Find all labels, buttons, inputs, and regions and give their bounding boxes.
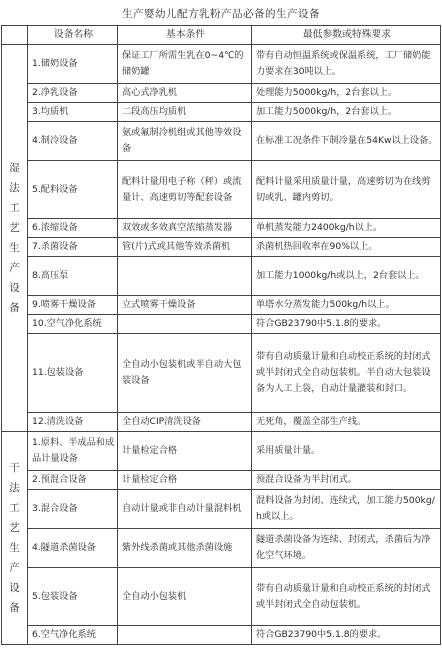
equipment-name-cell: 4.制冷设备 xyxy=(28,122,118,161)
table-row xyxy=(2,490,441,529)
section-label: 干 法 工 艺 生 产 设 备 xyxy=(2,432,28,645)
requirement-cell: 带有自动质量计量和自动校正系统的封闭式或半封闭式全自动包装机。 xyxy=(252,568,441,626)
basic-condition-cell: 全自动小包装机 xyxy=(118,568,252,626)
table-row xyxy=(2,471,441,490)
equipment-name-cell: 10.空气净化系统 xyxy=(28,315,118,334)
table-row xyxy=(2,626,441,645)
equipment-name-cell: 4.隧道杀菌设备 xyxy=(28,529,118,568)
equipment-name-cell: 8.高压泵 xyxy=(28,257,118,296)
equipment-name-cell: 5.配料设备 xyxy=(28,161,118,219)
requirement-cell: 单塔水分蒸发能力500kg/h以上。 xyxy=(252,296,441,315)
table-row xyxy=(2,219,441,238)
requirement-cell: 加工能力5000kg/h，2台套以上。 xyxy=(252,103,441,122)
table-row xyxy=(2,238,441,257)
requirement-cell: 预混合设备为半封闭式。 xyxy=(252,471,441,490)
requirement-cell: 混料设备为封闭、连续式，加工能力500kg/h或以上。 xyxy=(252,490,441,529)
equipment-name-cell: 12.清洗设备 xyxy=(28,413,118,432)
equipment-name-cell: 2.预混合设备 xyxy=(28,471,118,490)
basic-condition-cell xyxy=(118,315,252,334)
requirement-cell: 带有自动恒温系统或保温系统，工厂储奶能力要求在30吨以上。 xyxy=(252,45,441,84)
requirement-cell: 带有自动质量计量和自动校正系统的封闭式或半封闭式全自动包装机。半自动大包装设备为人工上袋，自动计量灌装和封口。 xyxy=(252,334,441,413)
table-row xyxy=(2,122,441,161)
equipment-name-cell: 5.包装设备 xyxy=(28,568,118,626)
equipment-name-cell: 1.储奶设备 xyxy=(28,45,118,84)
equipment-name-cell: 6.空气净化系统 xyxy=(28,626,118,645)
basic-condition-cell: 氨或氟制冷机组或其他等效设备 xyxy=(118,122,252,161)
table-row xyxy=(2,334,441,413)
header-basic-conditions: 基本条件 xyxy=(118,26,252,45)
equipment-name-cell: 7.杀菌设备 xyxy=(28,238,118,257)
table-row xyxy=(2,568,441,626)
requirement-cell: 无死角，覆盖全部生产线。 xyxy=(252,413,441,432)
table-row xyxy=(2,257,441,296)
requirement-cell: 隧道杀菌设备为连续、封闭式，杀菌后为净化空气环境。 xyxy=(252,529,441,568)
document-title: 生产婴幼儿配方乳粉产品必备的生产设备 xyxy=(122,8,320,20)
requirement-cell: 杀菌机热回收率在90%以上。 xyxy=(252,238,441,257)
section-label: 湿 法 工 艺 生 产 设 备 xyxy=(2,45,28,432)
table-header-row xyxy=(2,26,441,45)
header-equipment-name: 设备名称 xyxy=(28,26,118,45)
basic-condition-cell: 自动计量或非自动计量混料机 xyxy=(118,490,252,529)
basic-condition-cell xyxy=(118,257,252,296)
equipment-name-cell: 2.净乳设备 xyxy=(28,84,118,103)
equipment-name-cell: 6.浓缩设备 xyxy=(28,219,118,238)
basic-condition-cell: 计量检定合格 xyxy=(118,432,252,471)
table-row xyxy=(2,161,441,219)
requirement-cell: 单机蒸发能力2400kg/h以上。 xyxy=(252,219,441,238)
basic-condition-cell: 二段高压均质机 xyxy=(118,103,252,122)
table-row xyxy=(2,432,441,471)
equipment-table xyxy=(1,25,441,645)
basic-condition-cell: 全自动CIP清洗设备 xyxy=(118,413,252,432)
requirement-cell: 符合GB23790中5.1.8的要求。 xyxy=(252,626,441,645)
table-row xyxy=(2,529,441,568)
basic-condition-cell: 计量检定合格 xyxy=(118,471,252,490)
basic-condition-cell: 立式喷雾干燥设备 xyxy=(118,296,252,315)
table-row xyxy=(2,413,441,432)
requirement-cell: 在标准工况条件下制冷量在54Kw以上设备。 xyxy=(252,122,441,161)
basic-condition-cell: 高心式净乳机 xyxy=(118,84,252,103)
basic-condition-cell: 全自动小包装机或半自动大包装设备 xyxy=(118,334,252,413)
equipment-name-cell: 3.均质机 xyxy=(28,103,118,122)
header-requirements: 最低参数或特殊要求 xyxy=(252,26,441,45)
equipment-name-cell: 11.包装设备 xyxy=(28,334,118,413)
header-blank-cell xyxy=(2,26,28,45)
equipment-name-cell: 3.混合设备 xyxy=(28,490,118,529)
table-row xyxy=(2,103,441,122)
table-row xyxy=(2,45,441,84)
basic-condition-cell: 双效或多效真空浓缩蒸发器 xyxy=(118,219,252,238)
basic-condition-cell xyxy=(118,626,252,645)
requirement-cell: 符合GB23790中5.1.8的要求。 xyxy=(252,315,441,334)
requirement-cell: 采用质量计量。 xyxy=(252,432,441,471)
requirement-cell: 配料计量采用质量计量，高速剪切为在线剪切或乳、罐内剪切。 xyxy=(252,161,441,219)
equipment-name-cell: 9.喷雾干燥设备 xyxy=(28,296,118,315)
basic-condition-cell: 紫外线杀菌或其他杀菌设施 xyxy=(118,529,252,568)
table-row xyxy=(2,84,441,103)
table-row xyxy=(2,296,441,315)
table-row xyxy=(2,315,441,334)
equipment-name-cell: 1.原料、半成品和成品计量设备 xyxy=(28,432,118,471)
requirement-cell: 加工能力1000kg/h或以上，2台套以上。 xyxy=(252,257,441,296)
basic-condition-cell: 配料计量用电子称（秤）或流量计、高速剪切等配套设备 xyxy=(118,161,252,219)
basic-condition-cell: 保证工厂所需生乳在0~4℃的储奶罐 xyxy=(118,45,252,84)
requirement-cell: 处理能力5000kg/h，2台套以上。 xyxy=(252,84,441,103)
basic-condition-cell: 管(片)式或其他等效杀菌机 xyxy=(118,238,252,257)
